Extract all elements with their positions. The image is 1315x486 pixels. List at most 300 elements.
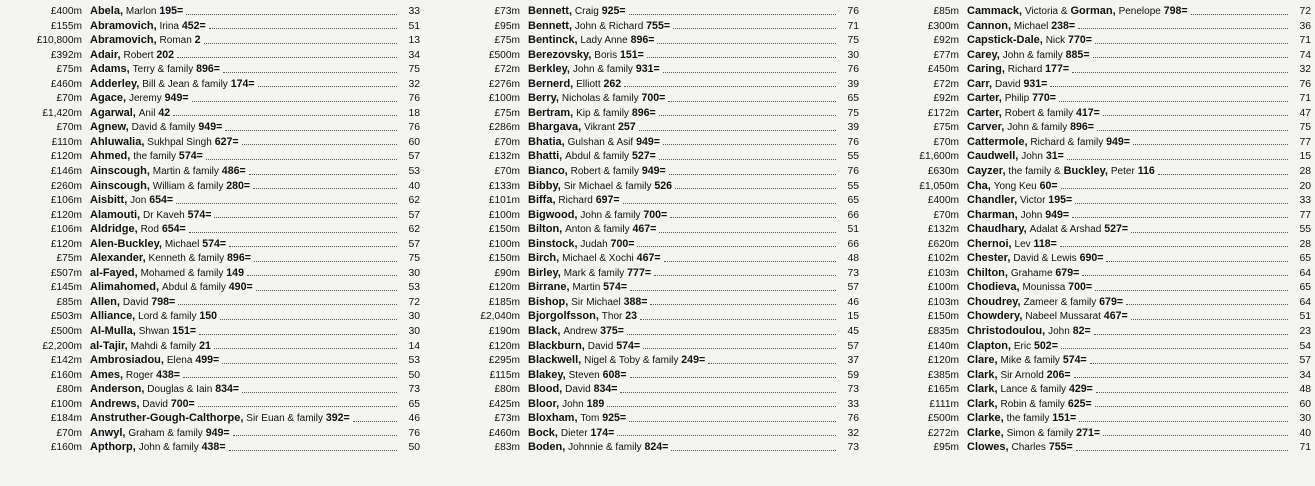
- entry-given-name: Robert & family: [570, 166, 639, 178]
- entry-given-name: Kenneth & family: [148, 253, 225, 265]
- index-entry: [430, 179, 867, 194]
- entry-previous-rank: 189: [586, 397, 605, 410]
- entry-name: [90, 164, 246, 180]
- entry-wealth: £185m: [488, 296, 520, 308]
- dot-leader: [669, 173, 836, 175]
- index-entry: [0, 164, 430, 179]
- entry-surname: Clark,: [967, 383, 998, 396]
- dot-leader: [623, 202, 836, 204]
- entry-previous-rank: 206=: [1046, 368, 1071, 381]
- dot-leader: [657, 42, 836, 44]
- entry-previous-rank: 202: [156, 48, 175, 61]
- entry-wealth: £101m: [488, 195, 520, 207]
- entry-wealth: £85m: [56, 296, 82, 308]
- entry-page-number: 30: [408, 326, 420, 338]
- entry-page-number: 73: [847, 384, 859, 396]
- index-entry: [430, 62, 867, 77]
- entry-given-name: Shwan: [138, 326, 170, 338]
- entry-given-name: David: [587, 340, 614, 352]
- entry-previous-rank: 574=: [202, 237, 227, 250]
- entry-name: [528, 251, 661, 267]
- entry-wealth: £120m: [50, 151, 82, 163]
- entry-surname: Black,: [528, 325, 561, 338]
- index-entry: [867, 62, 1315, 77]
- entry-wealth: £835m: [927, 326, 959, 338]
- entry-given-name: Mohamed & family: [140, 267, 224, 279]
- entry-given-name: Boris: [594, 49, 618, 61]
- entry-name: [967, 382, 1093, 398]
- entry-previous-rank: 174=: [230, 77, 255, 90]
- index-entry: [430, 280, 867, 295]
- entry-wealth: £70m: [933, 136, 959, 148]
- index-entry: [0, 280, 430, 295]
- entry-page-number: 76: [847, 413, 859, 425]
- entry-name: [967, 426, 1100, 442]
- entry-wealth: £145m: [50, 282, 82, 294]
- entry-page-number: 34: [408, 49, 420, 61]
- dot-leader: [1103, 114, 1288, 116]
- index-entry: [867, 339, 1315, 354]
- entry-wealth: £400m: [927, 195, 959, 207]
- entry-surname: Bibby,: [528, 179, 561, 192]
- dot-leader: [617, 434, 836, 436]
- entry-wealth: £133m: [488, 180, 520, 192]
- entry-page-number: 76: [847, 64, 859, 76]
- entry-wealth: £75m: [56, 253, 82, 265]
- dot-leader: [668, 100, 836, 102]
- dot-leader: [1095, 405, 1288, 407]
- dot-leader: [643, 347, 836, 349]
- entry-page-number: 57: [847, 340, 859, 352]
- index-entry: [0, 295, 430, 310]
- entry-page-number: 72: [1299, 6, 1311, 17]
- entry-name: [967, 164, 1155, 180]
- entry-given-name: Anil: [138, 107, 156, 119]
- entry-wealth: £2,040m: [480, 311, 520, 323]
- entry-wealth: £103m: [927, 296, 959, 308]
- entry-surname: Berkley,: [528, 63, 570, 76]
- entry-previous-rank: 679=: [1099, 295, 1124, 308]
- entry-name: [90, 440, 226, 456]
- entry-surname: Choudrey,: [967, 295, 1021, 308]
- dot-leader: [1072, 71, 1288, 73]
- index-entry: [867, 324, 1315, 339]
- entry-previous-rank: 388=: [623, 295, 648, 308]
- entry-page-number: 75: [1299, 122, 1311, 134]
- entry-previous-rank: 116: [1137, 165, 1155, 178]
- entry-surname: Ahluwalia,: [90, 135, 145, 148]
- entry-wealth: £132m: [927, 224, 959, 236]
- entry-name: [967, 33, 1092, 49]
- entry-surname-secondary: Buckley,: [1063, 165, 1108, 178]
- entry-surname: Cannon,: [967, 19, 1011, 32]
- entry-given-name: Victor: [1020, 195, 1046, 207]
- entry-name: [528, 339, 640, 355]
- index-entry: [0, 33, 430, 48]
- entry-page-number: 65: [847, 93, 859, 105]
- entry-previous-rank: 527=: [1104, 223, 1129, 236]
- entry-wealth: £620m: [927, 238, 959, 250]
- entry-surname: Andrews,: [90, 397, 140, 410]
- entry-previous-rank: 257: [617, 121, 636, 134]
- entry-page-number: 48: [1299, 384, 1311, 396]
- entry-wealth: £100m: [488, 209, 520, 221]
- entry-page-number: 64: [1299, 267, 1311, 279]
- entry-wealth: £115m: [489, 369, 520, 381]
- entry-wealth: £73m: [494, 413, 520, 425]
- entry-surname: Chowdery,: [967, 310, 1023, 323]
- entry-surname: Chaudhary,: [967, 223, 1027, 236]
- entry-previous-rank: 174=: [590, 426, 615, 439]
- dot-leader: [209, 27, 397, 29]
- entry-wealth: £120m: [50, 238, 82, 250]
- entry-name: [967, 222, 1128, 238]
- entry-name: [90, 251, 251, 267]
- dot-leader: [1078, 27, 1288, 29]
- entry-wealth: £85m: [933, 6, 959, 17]
- dot-leader: [640, 318, 836, 320]
- entry-page-number: 66: [847, 238, 859, 250]
- entry-wealth: £150m: [488, 224, 520, 236]
- entry-wealth: £1,420m: [42, 107, 82, 119]
- entry-previous-rank: 798=: [1163, 5, 1188, 17]
- entry-given-name: Robert: [123, 49, 154, 61]
- entry-surname: Abramovich,: [90, 19, 157, 32]
- entry-given-name: Marlon: [125, 6, 157, 17]
- entry-previous-rank: 574=: [603, 281, 628, 294]
- entry-name: [967, 368, 1071, 384]
- entry-surname: Clowes,: [967, 441, 1009, 454]
- entry-previous-rank: 700=: [641, 92, 666, 105]
- entry-page-number: 77: [1299, 209, 1311, 221]
- index-entry: [430, 19, 867, 34]
- dot-leader: [1126, 303, 1288, 305]
- entry-page-number: 75: [408, 253, 420, 265]
- index-entry: [867, 309, 1315, 324]
- entry-name: [528, 266, 651, 282]
- entry-name: [967, 106, 1100, 122]
- entry-previous-rank: 690=: [1079, 252, 1104, 265]
- entry-previous-rank: 502=: [1034, 339, 1058, 352]
- entry-given-name: Tom: [580, 413, 600, 425]
- entry-wealth: £106m: [50, 195, 82, 207]
- index-entry: [867, 397, 1315, 412]
- entry-surname: Capstick-Dale,: [967, 34, 1043, 47]
- entry-page-number: 53: [408, 282, 420, 294]
- entry-surname: Bianco,: [528, 165, 568, 178]
- entry-wealth: £142m: [50, 355, 82, 367]
- entry-page-number: 36: [1299, 20, 1311, 32]
- entry-given-name: Charles: [1011, 442, 1046, 454]
- entry-previous-rank: 949=: [1045, 208, 1070, 221]
- entry-given-name: Andrew: [563, 326, 598, 338]
- index-entry: [430, 251, 867, 266]
- dot-leader: [1072, 216, 1288, 218]
- entry-name: [90, 208, 211, 224]
- index-entry: [867, 106, 1315, 121]
- entry-surname: Binstock,: [528, 237, 578, 250]
- entry-name: [90, 77, 255, 93]
- entry-surname: Chodieva,: [967, 281, 1020, 294]
- entry-name: [967, 135, 1130, 151]
- entry-page-number: 15: [1299, 151, 1311, 163]
- dot-leader: [1158, 173, 1288, 175]
- entry-previous-rank: 438=: [156, 368, 180, 381]
- index-entry: [867, 149, 1315, 164]
- entry-name: [967, 91, 1056, 107]
- entry-surname: Carter,: [967, 92, 1002, 105]
- entry-given-name: Jeremy: [128, 93, 162, 105]
- entry-previous-rank: 499=: [195, 354, 220, 367]
- entry-wealth: £92m: [933, 93, 959, 105]
- entry-page-number: 18: [408, 107, 420, 119]
- entry-given-name: Richard: [558, 195, 593, 207]
- entry-page-number: 53: [408, 166, 420, 178]
- dot-leader: [1191, 13, 1288, 15]
- entry-page-number: 39: [847, 78, 859, 90]
- index-entry: [867, 77, 1315, 92]
- entry-wealth: £507m: [50, 267, 82, 279]
- index-entry: [430, 266, 867, 281]
- entry-wealth: £172m: [927, 107, 959, 119]
- entry-page-number: 33: [847, 398, 859, 410]
- entry-name: [528, 77, 621, 93]
- index-entry: [430, 135, 867, 150]
- dot-leader: [627, 333, 836, 335]
- entry-page-number: 55: [847, 151, 859, 163]
- entry-name: [967, 324, 1091, 340]
- entry-page-number: 77: [1299, 136, 1311, 148]
- dot-leader: [1131, 318, 1288, 320]
- entry-page-number: 71: [1299, 35, 1311, 47]
- entry-given-name: Johnnie & family: [568, 442, 642, 454]
- entry-wealth: £80m: [494, 384, 520, 396]
- index-entry: [0, 339, 430, 354]
- entry-wealth: £75m: [494, 107, 520, 119]
- entry-previous-rank: 770=: [1068, 34, 1092, 47]
- entry-surname: Anderson,: [90, 383, 145, 396]
- entry-page-number: 23: [1299, 326, 1311, 338]
- entry-page-number: 65: [1299, 282, 1311, 294]
- entry-wealth: £260m: [50, 180, 82, 192]
- dot-leader: [176, 202, 397, 204]
- dot-leader: [242, 143, 397, 145]
- entry-name: [90, 295, 175, 311]
- entry-page-number: 47: [1299, 107, 1311, 119]
- index-entry: [430, 193, 867, 208]
- entry-name: [967, 411, 1076, 427]
- entry-previous-rank: 574=: [1062, 354, 1087, 367]
- entry-previous-rank: 31=: [1045, 150, 1064, 163]
- entry-name: [90, 397, 195, 413]
- entry-given-name: Zameer & family: [1023, 296, 1097, 308]
- entry-name: [90, 135, 239, 151]
- entry-name: [528, 426, 614, 442]
- index-column-a: [0, 4, 430, 486]
- entry-wealth: £77m: [933, 49, 959, 61]
- entry-previous-rank: 798=: [151, 295, 176, 308]
- entry-page-number: 62: [408, 224, 420, 236]
- entry-given-name: David: [994, 78, 1021, 90]
- entry-given-name: Kip & family: [576, 107, 629, 119]
- entry-name: [90, 91, 189, 107]
- entry-wealth: £300m: [927, 20, 959, 32]
- index-entry: [867, 426, 1315, 441]
- entry-wealth: £272m: [927, 427, 959, 439]
- dot-leader: [1131, 231, 1288, 233]
- entry-page-number: 73: [847, 442, 859, 454]
- entry-page-number: 50: [408, 369, 420, 381]
- entry-previous-rank: 467=: [636, 252, 661, 265]
- entry-page-number: 57: [847, 282, 859, 294]
- entry-previous-rank: 949=: [164, 92, 189, 105]
- index-entry: [430, 426, 867, 441]
- entry-previous-rank: 392=: [325, 412, 350, 425]
- entry-name: [528, 91, 665, 107]
- dot-leader: [663, 143, 836, 145]
- entry-page-number: 76: [408, 122, 420, 134]
- entry-name: [90, 4, 183, 20]
- entry-surname: Birch,: [528, 252, 560, 265]
- entry-name: [528, 440, 668, 456]
- entry-previous-rank: 700=: [643, 208, 668, 221]
- entry-previous-rank: 467=: [632, 223, 657, 236]
- entry-given-name: Judah: [580, 238, 608, 250]
- entry-given-name: the family: [133, 151, 177, 163]
- dot-leader: [1106, 260, 1288, 262]
- entry-surname: Agnew,: [90, 121, 129, 134]
- entry-wealth: £70m: [933, 209, 959, 221]
- entry-page-number: 46: [847, 296, 859, 308]
- entry-previous-rank: 574=: [616, 339, 641, 352]
- dot-leader: [647, 56, 836, 58]
- entry-name: [528, 179, 672, 195]
- entry-wealth: £73m: [494, 6, 520, 17]
- dot-leader: [659, 114, 836, 116]
- entry-page-number: 53: [408, 355, 420, 367]
- entry-page-number: 30: [408, 267, 420, 279]
- entry-wealth: £70m: [56, 93, 82, 105]
- index-entry: [867, 382, 1315, 397]
- entry-wealth: £100m: [927, 282, 959, 294]
- entry-page-number: 37: [847, 355, 859, 367]
- entry-wealth: £500m: [50, 326, 82, 338]
- entry-previous-rank: 574=: [187, 208, 212, 221]
- index-entry: [867, 91, 1315, 106]
- index-entry: [867, 237, 1315, 252]
- dot-leader: [1079, 420, 1288, 422]
- entry-given-name: John & family: [580, 209, 641, 221]
- entry-surname: Caudwell,: [967, 150, 1019, 163]
- entry-previous-rank: 700=: [1068, 281, 1093, 294]
- index-entry: [0, 149, 430, 164]
- dot-leader: [1093, 56, 1288, 58]
- entry-surname: Bigwood,: [528, 208, 578, 221]
- entry-page-number: 55: [1299, 224, 1311, 236]
- entry-surname: Bjorgolfsson,: [528, 310, 599, 323]
- entry-given-name: Thor: [601, 311, 623, 323]
- dot-leader: [233, 434, 397, 436]
- entry-previous-rank: 452=: [181, 19, 206, 32]
- entry-wealth: £160m: [50, 442, 82, 454]
- entry-page-number: 54: [1299, 340, 1311, 352]
- index-entry: [0, 251, 430, 266]
- entry-previous-rank: 527=: [631, 150, 656, 163]
- entry-wealth: £70m: [56, 122, 82, 134]
- index-entry: [867, 179, 1315, 194]
- entry-given-name: John & Richard: [574, 20, 644, 32]
- index-entry: [867, 48, 1315, 63]
- entry-wealth: £503m: [50, 311, 82, 323]
- index-entry: [867, 4, 1315, 19]
- entry-name: [528, 4, 626, 20]
- entry-given-name: the family: [1006, 413, 1050, 425]
- dot-leader: [204, 42, 397, 44]
- entry-name: [528, 280, 627, 296]
- entry-page-number: 75: [847, 35, 859, 47]
- entry-given-name: Jon: [130, 195, 147, 207]
- entry-name: [528, 135, 660, 151]
- entry-previous-rank: 249=: [681, 354, 706, 367]
- entry-wealth: £70m: [56, 427, 82, 439]
- dot-leader: [220, 318, 397, 320]
- index-entry: [0, 135, 430, 150]
- dot-leader: [1061, 347, 1288, 349]
- entry-given-name: John: [1021, 151, 1043, 163]
- entry-given-name: Roger: [125, 369, 154, 381]
- entry-given-name: John & family: [1007, 122, 1068, 134]
- dot-leader: [630, 376, 836, 378]
- index-entry: [867, 164, 1315, 179]
- entry-name: [967, 280, 1092, 296]
- entry-given-name: Robert & family: [1004, 107, 1074, 119]
- entry-wealth: £75m: [56, 64, 82, 76]
- entry-previous-rank: 949=: [636, 135, 660, 148]
- entry-given-name-secondary: Peter: [1110, 166, 1135, 178]
- entry-wealth: £2,200m: [42, 340, 82, 352]
- entry-wealth: £276m: [488, 78, 520, 90]
- entry-name: [528, 62, 660, 78]
- entry-surname: Blood,: [528, 383, 563, 396]
- entry-name: [90, 280, 253, 296]
- entry-page-number: 33: [408, 6, 420, 17]
- entry-name: [967, 339, 1058, 355]
- entry-given-name: Abdul & family: [161, 282, 226, 294]
- index-entry: [430, 368, 867, 383]
- entry-given-name: Nabeel Mussarat: [1025, 311, 1101, 323]
- entry-name: [90, 19, 206, 35]
- index-entry: [0, 120, 430, 135]
- dot-leader: [258, 85, 397, 87]
- entry-previous-rank: 625=: [1067, 397, 1092, 410]
- entry-surname: Apthorp,: [90, 441, 136, 454]
- entry-page-number: 65: [408, 398, 420, 410]
- entry-page-number: 76: [408, 427, 420, 439]
- entry-surname: Blakey,: [528, 368, 566, 381]
- entry-surname: Berezovsky,: [528, 48, 592, 61]
- entry-name: [967, 149, 1064, 165]
- entry-previous-rank: 896=: [630, 34, 655, 47]
- entry-previous-rank: 834=: [593, 383, 618, 396]
- entry-given-name: Richard: [1007, 64, 1043, 76]
- entry-wealth: £120m: [927, 355, 959, 367]
- index-entry: [430, 324, 867, 339]
- entry-surname: Alliance,: [90, 310, 136, 323]
- index-entry: [0, 91, 430, 106]
- dot-leader: [229, 245, 397, 247]
- entry-page-number: 28: [1299, 166, 1311, 178]
- entry-previous-rank: 42: [158, 106, 171, 119]
